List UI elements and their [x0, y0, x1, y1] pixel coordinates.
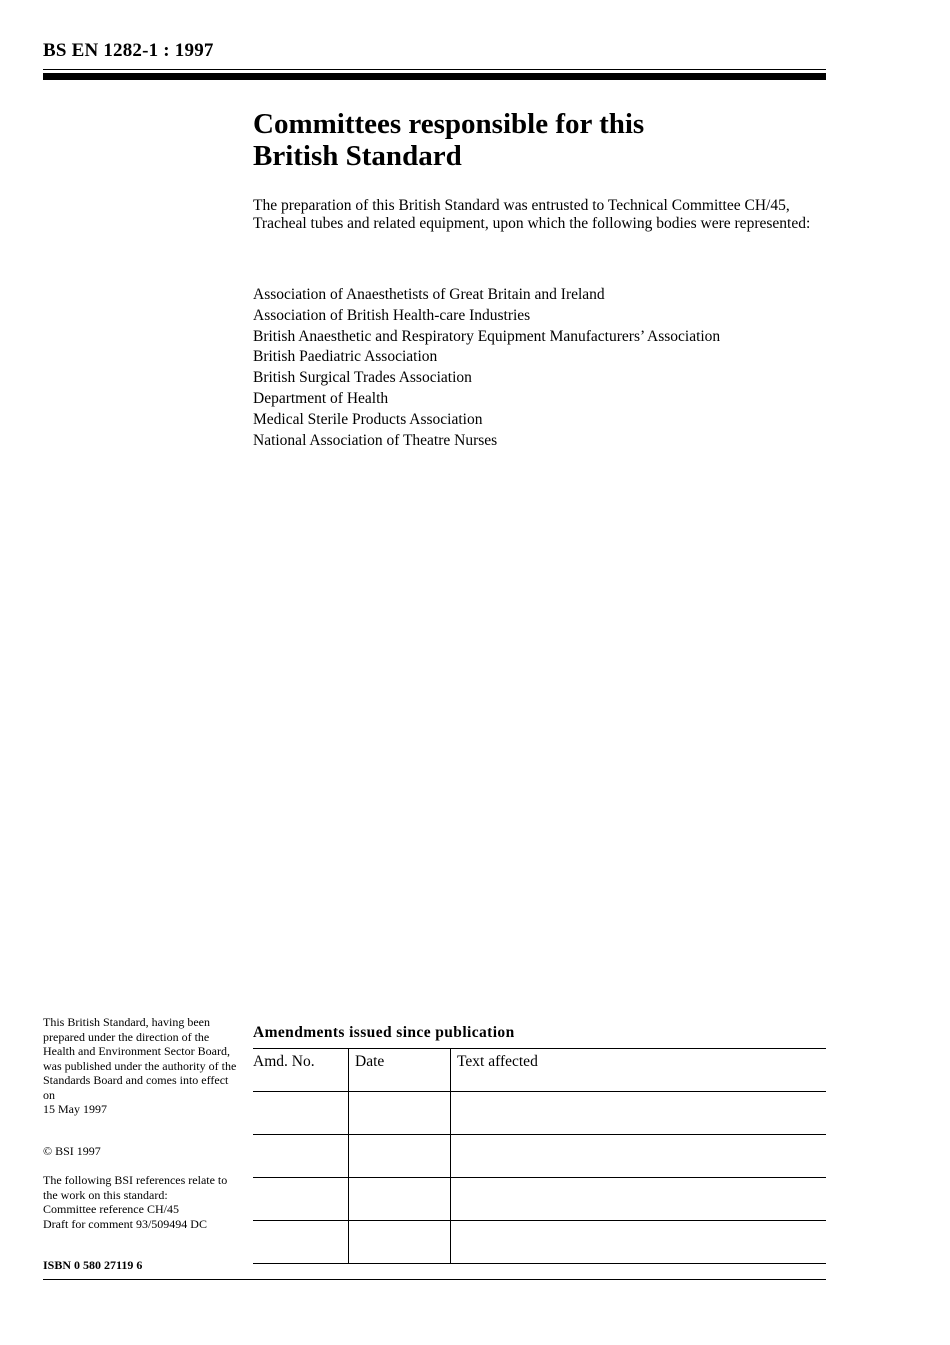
page-title-line-1: Committees responsible for this: [253, 108, 645, 140]
amendments-header-row: [253, 1049, 826, 1092]
body-item: British Paediatric Association: [253, 348, 438, 366]
table-cell: [451, 1135, 827, 1178]
page-title-line-2: British Standard: [253, 140, 462, 172]
committee-reference: Committee reference CH/45: [43, 1202, 179, 1216]
table-cell: [253, 1221, 349, 1264]
table-cell: [451, 1092, 827, 1135]
column-header-date: Date: [349, 1049, 451, 1092]
table-cell: [253, 1178, 349, 1221]
table-cell: [451, 1178, 827, 1221]
table-cell: [253, 1092, 349, 1135]
page-title: [253, 108, 813, 172]
bsi-references: [43, 1173, 243, 1231]
table-row: [253, 1178, 826, 1221]
body-item: Association of Anaesthetists of Great Britain and Ireland: [253, 286, 605, 303]
intro-paragraph: The preparation of this British Standard was entrusted to Technical Committee CH/45, Tracheal tubes and related equipment, upon which the following bodies were represented:: [253, 197, 811, 232]
publication-note-block: [43, 1015, 238, 1117]
effective-date: 15 May 1997: [43, 1102, 107, 1116]
body-item: Department of Health: [253, 389, 389, 407]
isbn: ISBN 0 580 27119 6: [43, 1258, 143, 1272]
table-cell: [253, 1135, 349, 1178]
body-item: Association of British Health-care Industries: [253, 306, 531, 324]
table-cell: [349, 1135, 451, 1178]
table-row: [253, 1221, 826, 1264]
publication-note: This British Standard, having been prepared under the direction of the Health and Environment Sector Board, was published under the authority of the Standards Board and comes into effect on: [43, 1015, 237, 1102]
represented-bodies-list: [253, 285, 833, 451]
amendments-heading: Amendments issued since publication: [253, 1024, 515, 1041]
copyright-notice: © BSI 1997: [43, 1144, 101, 1158]
table-cell: [451, 1221, 827, 1264]
table-cell: [349, 1221, 451, 1264]
references-intro: The following BSI references relate to the work on this standard:: [43, 1173, 228, 1202]
column-header-text-affected: Text affected: [451, 1049, 827, 1092]
body-item: Medical Sterile Products Association: [253, 410, 483, 428]
body-item: National Association of Theatre Nurses: [253, 431, 498, 449]
table-cell: [349, 1178, 451, 1221]
amendments-table: [253, 1048, 826, 1264]
draft-reference: Draft for comment 93/509494 DC: [43, 1216, 207, 1231]
table-cell: [349, 1092, 451, 1135]
table-row: [253, 1092, 826, 1135]
table-row: [253, 1135, 826, 1178]
column-header-amd-no: Amd. No.: [253, 1049, 349, 1092]
standard-reference: BS EN 1282-1 : 1997: [43, 40, 214, 61]
footer-rule: [43, 1279, 826, 1280]
body-item: British Anaesthetic and Respiratory Equipment Manufacturers’ Association: [253, 327, 721, 345]
header-rule-thin: [43, 69, 826, 70]
header-rule-thick: [43, 73, 826, 80]
body-item: British Surgical Trades Association: [253, 369, 472, 387]
